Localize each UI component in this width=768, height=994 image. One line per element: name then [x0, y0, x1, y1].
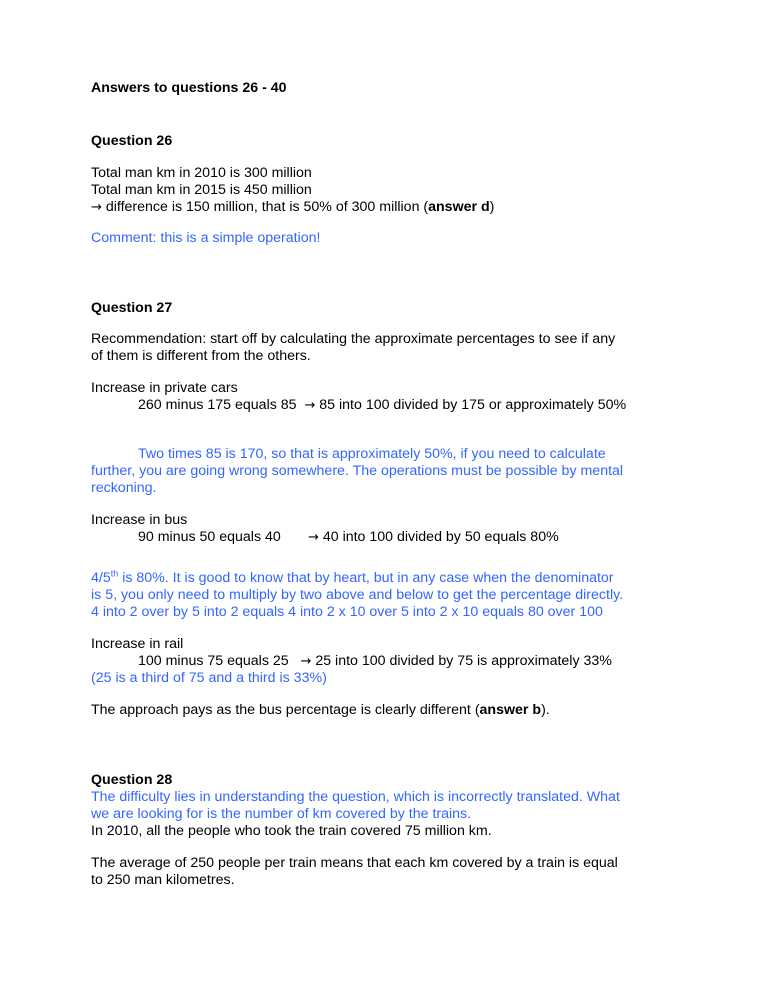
q27-note2-sup: th — [110, 568, 119, 579]
q27-rail-label: Increase in rail — [91, 636, 184, 652]
q27-conclusion — [91, 702, 550, 719]
q27-rail-line — [138, 653, 612, 670]
q27-note2-line-1 — [91, 570, 614, 587]
q27-note2-text: is 80%. It is good to know that by heart, but in any case when the denominator — [118, 570, 614, 586]
arrow-icon: → — [91, 200, 102, 215]
q27-heading: Question 27 — [91, 300, 173, 316]
q28-heading: Question 28 — [91, 772, 173, 788]
q27-cars-line — [138, 397, 626, 414]
q27-note2-line-3: 4 into 2 over by 5 into 2 equals 4 into 2 x 10 over 5 into 2 x 10 equals 80 over 100 — [91, 604, 603, 620]
q28-line-2: The average of 250 people per train means that each km covered by a train is equal — [91, 855, 618, 871]
q28-line-3: to 250 man kilometres. — [91, 872, 235, 888]
q26-line-3-text: difference is 150 million, that is 50% of 300 million ( — [101, 199, 429, 215]
q27-bus-label: Increase in bus — [91, 512, 188, 528]
q27-note2-fraction: 4/5 — [91, 570, 111, 586]
q26-answer: answer d — [428, 199, 490, 215]
q26-line-1: Total man km in 2010 is 300 million — [91, 165, 312, 181]
q27-conclusion-end: ). — [541, 702, 550, 718]
q26-line-2: Total man km in 2015 is 450 million — [91, 182, 312, 198]
arrow-icon: → — [304, 398, 316, 413]
q26-line-3-end: ) — [489, 199, 495, 215]
q27-conclusion-text: The approach pays as the bus percentage is clearly different ( — [91, 702, 480, 718]
q27-note2-line-2: is 5, you only need to multiply by two above and below to get the percentage directly. — [91, 587, 624, 603]
q27-rail-calc: 100 minus 75 equals 25 — [138, 653, 289, 669]
q27-cars-calc: 260 minus 175 equals 85 — [138, 397, 297, 413]
q27-note1-line-3: reckoning. — [91, 480, 157, 496]
q27-note1-line-2: further, you are going wrong somewhere. The operations must be possible by mental — [91, 463, 624, 479]
q28-note-line-2: we are looking for is the number of km covered by the trains. — [91, 806, 472, 822]
q26-heading: Question 26 — [91, 133, 173, 149]
q26-comment: Comment: this is a simple operation! — [91, 230, 321, 246]
q27-answer: answer b — [479, 702, 542, 718]
q26-line-3 — [91, 199, 494, 216]
arrow-icon: → — [308, 530, 319, 545]
q27-recommendation-1: Recommendation: start off by calculating the approximate percentages to see if any — [91, 331, 616, 347]
q27-cars-result: 85 into 100 divided by 175 or approximately 50% — [315, 397, 627, 413]
q27-bus-calc: 90 minus 50 equals 40 — [138, 529, 281, 545]
q27-bus-line — [138, 529, 698, 546]
q27-bus-result-wrap — [308, 529, 559, 546]
arrow-icon: → — [300, 654, 312, 669]
q28-line-1: In 2010, all the people who took the train covered 75 million km. — [91, 823, 492, 839]
q27-note1-line-1: Two times 85 is 170, so that is approximately 50%, if you need to calculate — [138, 446, 606, 462]
page-title: Answers to questions 26 - 40 — [91, 80, 287, 96]
q27-cars-label: Increase in private cars — [91, 380, 238, 396]
q27-recommendation-2: of them is different from the others. — [91, 348, 311, 364]
q27-bus-result: 40 into 100 divided by 50 equals 80% — [318, 529, 559, 545]
q27-rail-result: 25 into 100 divided by 75 is approximately 33% — [311, 653, 612, 669]
q28-note-line-1: The difficulty lies in understanding the question, which is incorrectly translated. What — [91, 789, 620, 805]
q27-rail-note: (25 is a third of 75 and a third is 33%) — [91, 670, 327, 686]
